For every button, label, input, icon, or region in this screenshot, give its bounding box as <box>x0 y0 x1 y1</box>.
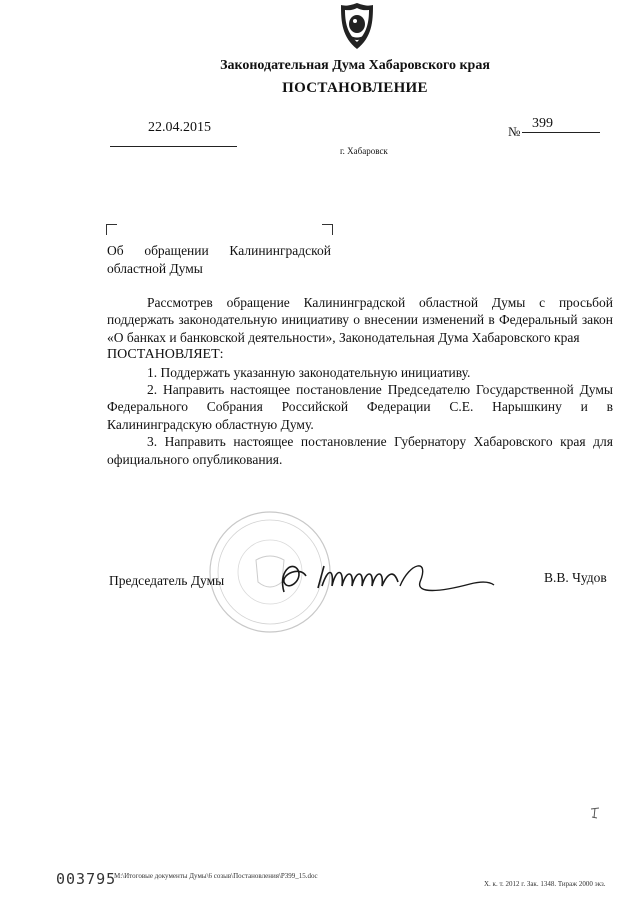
signatory-name: В.В. Чудов <box>544 570 607 585</box>
document-type: ПОСТАНОВЛЕНИЕ <box>282 80 428 96</box>
date-underline <box>110 146 237 147</box>
resolves-heading: ПОСТАНОВЛЯЕТ: <box>107 347 224 363</box>
resolution-item: 2. Направить настоящее постановление Председателю Государственной Думы Федерального Собрания Российской Федерации С.Е. Нарышкину и в Калининградскую областную Думу. <box>107 382 613 432</box>
small-handwritten-mark <box>589 806 601 820</box>
resolution-item: 3. Направить настоящее постановление Губернатору Хабаровского края для официального опубликования. <box>107 434 613 467</box>
resolution-item: 1. Поддержать указанную законодательную инициативу. <box>147 364 471 380</box>
coat-of-arms-icon <box>336 2 378 50</box>
number-sign: № <box>508 124 521 139</box>
footer-document-number: 003795 <box>56 870 117 888</box>
document-subject: Об обращении Калининградской областной Думы <box>107 243 331 276</box>
footer-file-path: M:\Итоговые документы Думы\6 созыв\Постановления\P399_15.doc <box>114 872 318 880</box>
preamble: Рассмотрев обращение Калининградской областной Думы с просьбой поддержать законодательную инициативу о внесении изменений в Федеральный закон «О банках и банковской деятельности», Законодательная Дума Хабаровского края <box>107 295 613 345</box>
document-number: 399 <box>532 116 553 131</box>
organization-name: Законодательная Дума Хабаровского края <box>220 58 490 73</box>
handwritten-signature <box>270 552 500 612</box>
subject-bracket-right <box>322 224 333 235</box>
signatory-position: Председатель Думы <box>109 573 225 588</box>
document-body <box>107 294 613 468</box>
city: г. Хабаровск <box>340 146 388 156</box>
footer-print-info: Х. к. т. 2012 г. Зак. 1348. Тираж 2000 экз. <box>484 880 606 888</box>
document-date: 22.04.2015 <box>148 120 211 135</box>
number-underline <box>522 132 600 133</box>
subject-bracket-left <box>106 224 117 235</box>
